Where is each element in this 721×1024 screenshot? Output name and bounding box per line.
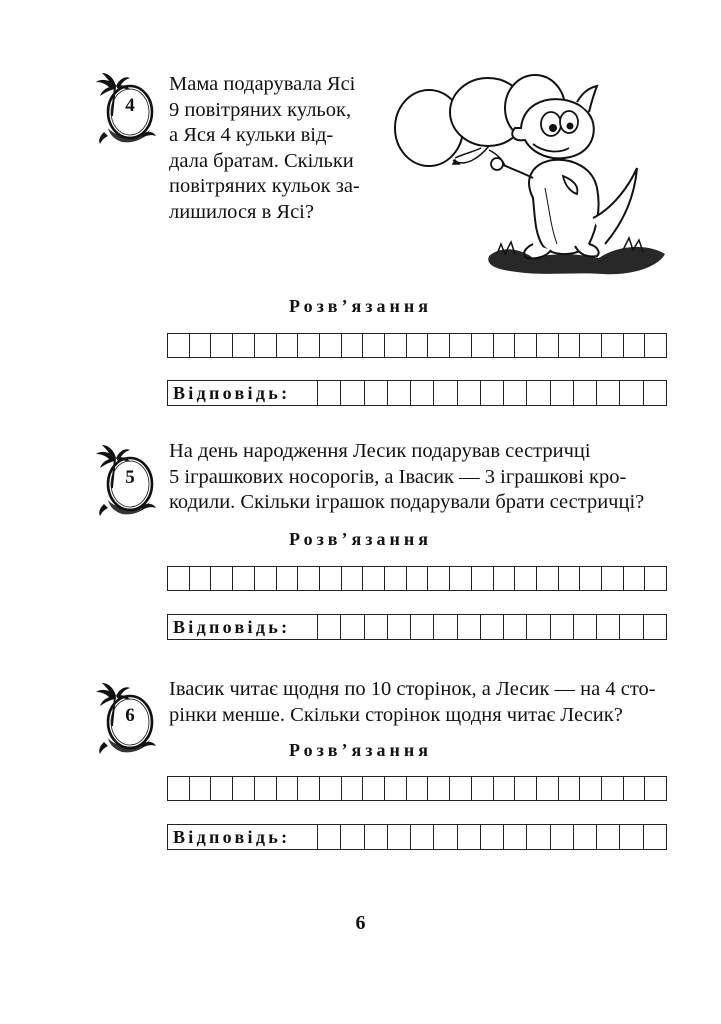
grid-cell[interactable]	[318, 615, 341, 639]
grid-cell[interactable]	[388, 381, 411, 405]
grid-cell[interactable]	[537, 777, 559, 800]
grid-cell[interactable]	[450, 334, 472, 357]
grid-cell[interactable]	[168, 567, 190, 590]
grid-cell[interactable]	[574, 615, 597, 639]
grid-cell[interactable]	[602, 567, 624, 590]
grid-cell[interactable]	[298, 567, 320, 590]
grid-cell[interactable]	[527, 825, 550, 849]
grid-cell[interactable]	[450, 777, 472, 800]
grid-cell[interactable]	[645, 334, 667, 357]
grid-cell[interactable]	[190, 334, 212, 357]
grid-cell[interactable]	[458, 615, 481, 639]
task-5-answer-cells[interactable]	[318, 615, 666, 639]
grid-cell[interactable]	[428, 567, 450, 590]
task-6-text: Івасик читає щодня по 10 сторінок, а Лесик — на 4 сто- рінки менше. Скільки сторінок щодня читає Лесик?	[169, 678, 656, 726]
grid-cell[interactable]	[481, 615, 504, 639]
task-4-solution-grid[interactable]	[167, 333, 667, 358]
task-5-answer-row[interactable]	[167, 614, 667, 640]
grid-cell[interactable]	[277, 777, 299, 800]
grid-cell[interactable]	[388, 825, 411, 849]
grid-cell[interactable]	[597, 615, 620, 639]
grid-cell[interactable]	[597, 381, 620, 405]
task-6-answer-label: Відповідь:	[168, 825, 318, 849]
grid-cell[interactable]	[342, 777, 364, 800]
grid-cell[interactable]	[574, 825, 597, 849]
grid-cell[interactable]	[298, 334, 320, 357]
grid-cell[interactable]	[551, 381, 574, 405]
grid-cell[interactable]	[211, 334, 233, 357]
grid-cell[interactable]	[320, 567, 342, 590]
grid-cell[interactable]	[341, 381, 364, 405]
grid-cell[interactable]	[211, 567, 233, 590]
grid-cell[interactable]	[515, 567, 537, 590]
grid-cell[interactable]	[341, 825, 364, 849]
grid-cell[interactable]	[494, 334, 516, 357]
grid-cell[interactable]	[620, 615, 643, 639]
task-6-answer-cells[interactable]	[318, 825, 666, 849]
grid-cell[interactable]	[428, 334, 450, 357]
grid-cell[interactable]	[434, 381, 457, 405]
grid-cell[interactable]	[580, 334, 602, 357]
grid-cell[interactable]	[168, 777, 190, 800]
task-4-answer-cells[interactable]	[318, 381, 666, 405]
grid-cell[interactable]	[644, 825, 666, 849]
grid-cell[interactable]	[411, 381, 434, 405]
grid-cell[interactable]	[318, 381, 341, 405]
task-6-number: 6	[125, 705, 135, 726]
grid-cell[interactable]	[434, 615, 457, 639]
grid-cell[interactable]	[365, 615, 388, 639]
grid-cell[interactable]	[504, 381, 527, 405]
grid-cell[interactable]	[527, 381, 550, 405]
grid-cell[interactable]	[559, 334, 581, 357]
grid-cell[interactable]	[624, 567, 646, 590]
grid-cell[interactable]	[233, 334, 255, 357]
grid-cell[interactable]	[363, 567, 385, 590]
grid-cell[interactable]	[277, 567, 299, 590]
grid-cell[interactable]	[472, 334, 494, 357]
task-6-solution-heading: Розв’язання	[289, 740, 432, 760]
grid-cell[interactable]	[537, 334, 559, 357]
grid-cell[interactable]	[458, 381, 481, 405]
task-4-answer-label: Відповідь:	[168, 381, 318, 405]
task-6-solution-grid[interactable]	[167, 776, 667, 801]
grid-cell[interactable]	[597, 825, 620, 849]
grid-cell[interactable]	[645, 777, 667, 800]
grid-cell[interactable]	[450, 567, 472, 590]
grid-cell[interactable]	[494, 777, 516, 800]
grid-cell[interactable]	[407, 334, 429, 357]
task-6-answer-row[interactable]	[167, 824, 667, 850]
grid-cell[interactable]	[504, 825, 527, 849]
grid-cell[interactable]	[602, 334, 624, 357]
grid-cell[interactable]	[434, 825, 457, 849]
grid-cell[interactable]	[385, 777, 407, 800]
grid-cell[interactable]	[233, 777, 255, 800]
grid-cell[interactable]	[580, 777, 602, 800]
task-5-answer-label: Відповідь:	[168, 615, 318, 639]
grid-cell[interactable]	[620, 381, 643, 405]
grid-cell[interactable]	[190, 777, 212, 800]
grid-cell[interactable]	[277, 334, 299, 357]
grid-cell[interactable]	[365, 381, 388, 405]
grid-cell[interactable]	[624, 334, 646, 357]
grid-cell[interactable]	[644, 615, 666, 639]
grid-cell[interactable]	[472, 567, 494, 590]
grid-cell[interactable]	[551, 825, 574, 849]
grid-cell[interactable]	[233, 567, 255, 590]
task-5-text: На день народження Лесик подарував сестричці 5 іграшкових носорогів, а Івасик — 3 іграшкові кро- кодили. Скільки іграшок подарували брати сестричці?	[169, 440, 645, 513]
dinosaur-with-balloons-illustration	[393, 68, 673, 280]
grid-cell[interactable]	[515, 777, 537, 800]
grid-cell[interactable]	[407, 567, 429, 590]
grid-cell[interactable]	[602, 777, 624, 800]
grid-cell[interactable]	[320, 334, 342, 357]
task-4-solution-heading: Розв’язання	[289, 296, 432, 316]
grid-cell[interactable]	[624, 777, 646, 800]
grid-cell[interactable]	[411, 825, 434, 849]
grid-cell[interactable]	[255, 567, 277, 590]
grid-cell[interactable]	[365, 825, 388, 849]
grid-cell[interactable]	[190, 567, 212, 590]
grid-cell[interactable]	[428, 777, 450, 800]
grid-cell[interactable]	[342, 334, 364, 357]
grid-cell[interactable]	[645, 567, 667, 590]
grid-cell[interactable]	[318, 825, 341, 849]
grid-cell[interactable]	[551, 615, 574, 639]
grid-cell[interactable]	[472, 777, 494, 800]
task-4-answer-row[interactable]	[167, 380, 667, 406]
grid-cell[interactable]	[644, 381, 666, 405]
grid-cell[interactable]	[620, 825, 643, 849]
grid-cell[interactable]	[559, 567, 581, 590]
grid-cell[interactable]	[580, 567, 602, 590]
grid-cell[interactable]	[494, 567, 516, 590]
task-4-badge	[94, 72, 156, 144]
grid-cell[interactable]	[458, 825, 481, 849]
grid-cell[interactable]	[515, 334, 537, 357]
grid-cell[interactable]	[537, 567, 559, 590]
task-4-text: Мама подарувала Ясі 9 повітряних кульок, а Яся 4 кульки від- дала братам. Скільки повітряних кульок за- лишилося в Ясі?	[169, 73, 360, 223]
task-5-number: 5	[125, 467, 135, 488]
task-4-number: 4	[125, 95, 135, 116]
task-5-badge	[94, 444, 156, 516]
grid-cell[interactable]	[363, 334, 385, 357]
grid-cell[interactable]	[481, 381, 504, 405]
task-5-solution-heading: Розв’язання	[289, 529, 432, 549]
grid-cell[interactable]	[320, 777, 342, 800]
task-5-solution-grid[interactable]	[167, 566, 667, 591]
grid-cell[interactable]	[504, 615, 527, 639]
grid-cell[interactable]	[363, 777, 385, 800]
grid-cell[interactable]	[298, 777, 320, 800]
grid-cell[interactable]	[385, 334, 407, 357]
page-number: 6	[355, 912, 366, 934]
grid-cell[interactable]	[255, 334, 277, 357]
grid-cell[interactable]	[411, 615, 434, 639]
grid-cell[interactable]	[527, 615, 550, 639]
grid-cell[interactable]	[385, 567, 407, 590]
grid-cell[interactable]	[559, 777, 581, 800]
grid-cell[interactable]	[481, 825, 504, 849]
grid-cell[interactable]	[407, 777, 429, 800]
grid-cell[interactable]	[388, 615, 411, 639]
grid-cell[interactable]	[168, 334, 190, 357]
grid-cell[interactable]	[574, 381, 597, 405]
grid-cell[interactable]	[341, 615, 364, 639]
grid-cell[interactable]	[211, 777, 233, 800]
grid-cell[interactable]	[255, 777, 277, 800]
grid-cell[interactable]	[342, 567, 364, 590]
